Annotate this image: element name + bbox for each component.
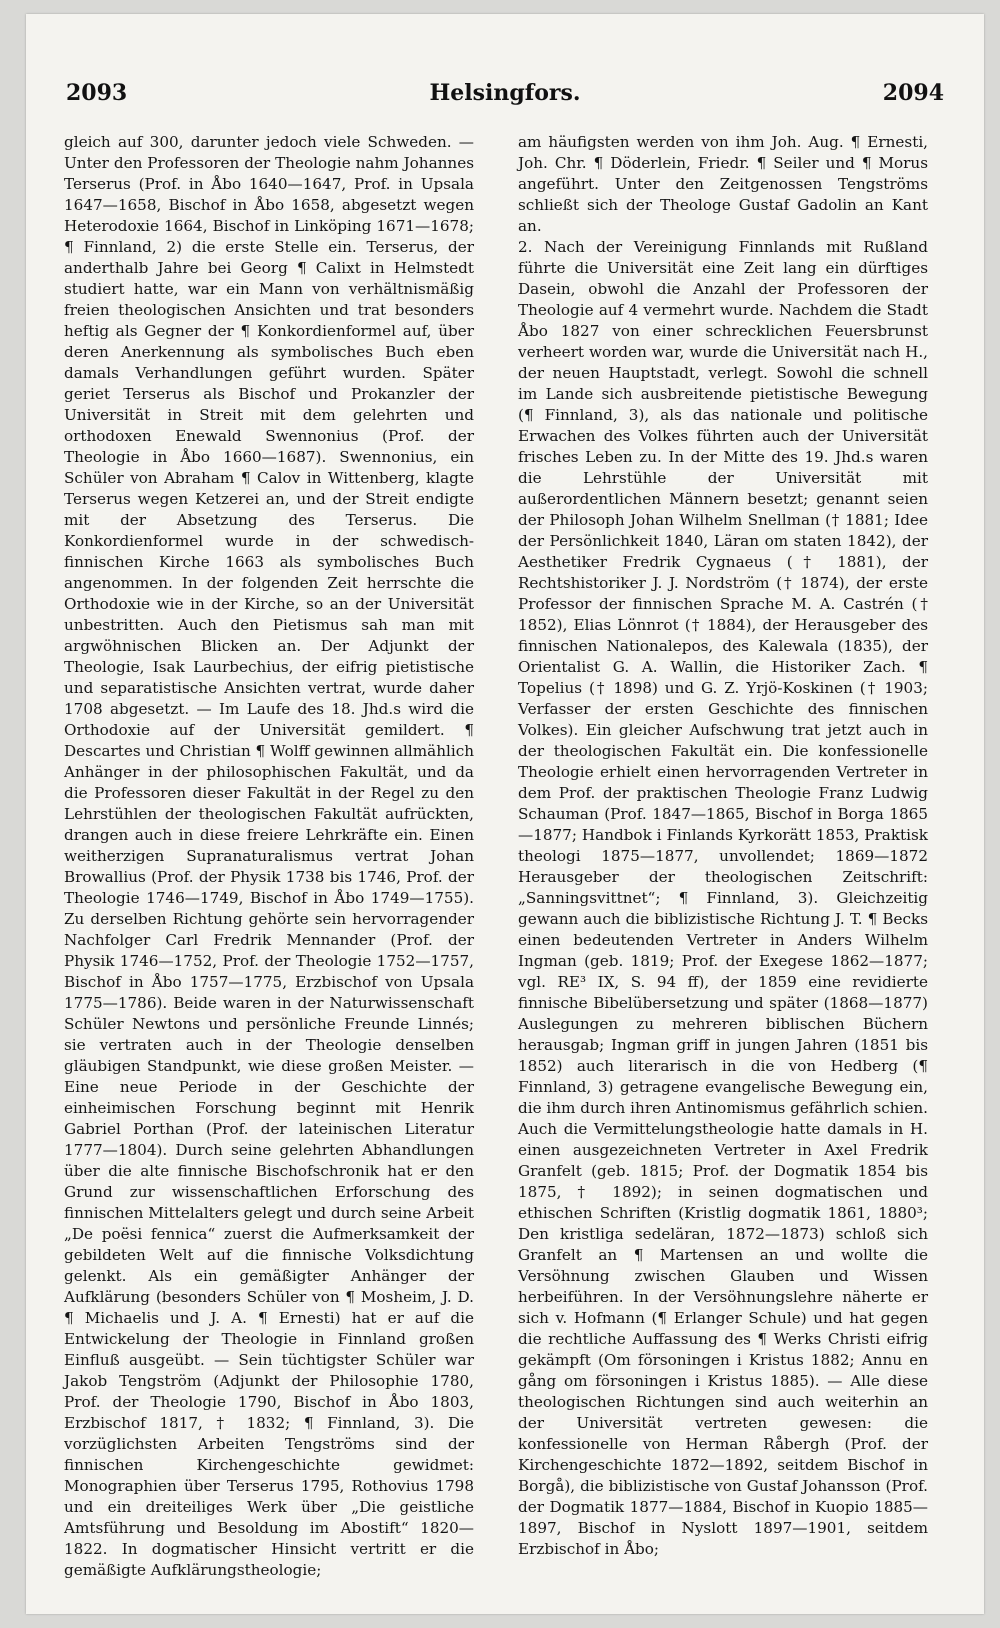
paragraph: am häufigsten werden von ihm Joh. Aug. ¶ Ernesti, Joh. Chr. ¶ Döderlein, Friedr. ¶ Seiler und ¶ Morus angeführt. Unter den Zeitgenossen Tengströms schließt sich der Theologe Gustaf Gadolin an Kant an. — [518, 133, 928, 235]
paragraph: gleich auf 300, darunter jedoch viele Schweden. — Unter den Professoren der Theologie nahm Johannes Terserus (Prof. in Åbo 1640—1647, Prof. in Upsala 1647—1658, Bischof in Åbo 1658, abgesetzt wegen Heterodoxie 1664, Bischof in Linköping 1671—1678; ¶ Finnland, 2) die erste Stelle ein. Terserus, der anderthalb Jahre bei Georg ¶ Calixt in Helmstedt studiert hatte, war ein Mann von verhältnismäßig freien theologischen Ansichten und trat besonders heftig als Gegner der ¶ Konkordienformel auf, über deren Anerkennung als symbolisches Buch eben damals Verhandlungen geführt wurden. Später geriet Terserus als Bischof und Prokanzler der Universität in Streit mit dem gelehrten und orthodoxen Enewald Swennonius (Prof. der Theologie in Åbo 1660—1687). Swennonius, ein Schüler von Abraham ¶ Calov in Wittenberg, klagte Terserus wegen Ketzerei an, und der Streit endigte mit der Absetzung des Terserus. Die Konkordienformel wurde in der schwedisch-finnischen Kirche 1663 als symbolisches Buch angenommen. In der folgenden Zeit herrschte die Orthodoxie wie in der Kirche, so an der Universität unbestritten. Auch den Pietismus sah man mit argwöhnischen Blicken an. Der Adjunkt der Theologie, Isak Laurbechius, der eifrig pietistische und separatistische Ansichten vertrat, wurde daher 1708 abgesetzt. — Im Laufe des 18. Jhd.s wird die Orthodoxie auf der Universität gemildert. ¶ Descartes und Christian ¶ Wolff gewinnen allmählich Anhänger in der philosophischen Fakultät, und da die Professoren dieser Fakultät in der Regel zu den Lehrstühlen der theologischen Fakultät aufrückten, drangen auch in diese freiere Lehrkräfte ein. Einen weitherzigen Supranaturalismus vertrat Johan Browallius (Prof. der Physik 1738 bis 1746, Prof. der Theologie 1746—1749, Bischof in Åbo 1749—1755). Zu derselben Richtung gehörte sein hervorragender Nachfolger Carl Fredrik Mennander (Prof. der Physik 1746—1752, Prof. der Theologie 1752—1757, Bischof in Åbo 1757—1775, Erzbischof von Upsala 1775—1786). Beide waren in der Naturwissenschaft Schüler Newtons und persönliche Freunde Linnés; sie vertraten auch in der Theologie denselben gläubigen Standpunkt, wie diese großen Meister. — Eine neue Periode in der Geschichte der einheimischen Forschung beginnt mit Henrik Gabriel Porthan (Prof. der lateinischen Literatur 1777—1804). Durch seine gelehrten Abhandlungen über die alte finnische Bischofschronik hat er den Grund zur wissenschaftlichen Erforschung des finnischen Mittelalters gelegt und durch seine Arbeit „De poësi fennica“ zuerst die Aufmerksamkeit der gebildeten Welt auf die finnische Volksdichtung gelenkt. Als ein gemäßigter Anhänger der Aufklärung (besonders Schüler von ¶ Mosheim, J. D. ¶ Michaelis und J. A. ¶ Ernesti) hat er auf die Entwickelung der Theologie in Finnland großen Einfluß ausgeübt. — Sein tüchtigster Schüler war Jakob Tengström (Adjunkt der Philosophie 1780, Prof. der Theologie 1790, Bischof in Åbo 1803, Erzbischof 1817, † 1832; ¶ Finnland, 3). Die vorzüglichsten Arbeiten Tengströms sind der finnischen Kirchengeschichte gewidmet: Monographien über Terserus 1795, Rothovius 1798 und ein dreiteiliges Werk über „Die geistliche Amtsführung und Besoldung im Abostift“ 1820—1822. In dogmatischer Hinsicht vertritt er die gemäßigte Aufklärungstheologie; — [64, 133, 474, 1579]
left-column — [64, 132, 474, 1581]
paragraph: 2. Nach der Vereinigung Finnlands mit Rußland führte die Universität eine Zeit lang ein dürftiges Dasein, obwohl die Anzahl der Professoren der Theologie auf 4 vermehrt wurde. Nachdem die Stadt Åbo 1827 von einer schrecklichen Feuersbrunst verheert worden war, wurde die Universität nach H., der neuen Hauptstadt, verlegt. Sowohl die schnell im Lande sich ausbreitende pietistische Bewegung (¶ Finnland, 3), als das nationale und politische Erwachen des Volkes führten auch der Universität frisches Leben zu. In der Mitte des 19. Jhd.s waren die Lehrstühle der Universität mit außerordentlichen Männern besetzt; genannt seien der Philosoph Johan Wilhelm Snellman († 1881; Idee der Persönlichkeit 1840, Läran om staten 1842), der Aesthetiker Fredrik Cygnaeus († 1881), der Rechtshistoriker J. J. Nordström († 1874), der erste Professor der finnischen Sprache M. A. Castrén († 1852), Elias Lönnrot († 1884), der Herausgeber des finnischen Nationalepos, des Kalewala (1835), der Orientalist G. A. Wallin, die Historiker Zach. ¶ Topelius († 1898) und G. Z. Yrjö-Koskinen († 1903; Verfasser der ersten Geschichte des finnischen Volkes). Ein gleicher Aufschwung trat jetzt auch in der theologischen Fakultät ein. Die konfessionelle Theologie erhielt einen hervorragenden Vertreter in dem Prof. der praktischen Theologie Franz Ludwig Schauman (Prof. 1847—1865, Bischof in Borga 1865—1877; Handbok i Finlands Kyrkorätt 1853, Praktisk theologi 1875—1877, unvollendet; 1869—1872 Herausgeber der theologischen Zeitschrift: „Sanningsvittnet“; ¶ Finnland, 3). Gleichzeitig gewann auch die biblizistische Richtung J. T. ¶ Becks einen bedeutenden Vertreter in Anders Wilhelm Ingman (geb. 1819; Prof. der Exegese 1862—1877; vgl. RE³ IX, S. 94 ff), der 1859 eine revidierte finnische Bibelübersetzung und später (1868—1877) Auslegungen zu mehreren biblischen Büchern herausgab; Ingman griff in jungen Jahren (1851 bis 1852) auch literarisch in die von Hedberg (¶ Finnland, 3) getragene evangelische Bewegung ein, die ihm durch ihren Antinomismus gefährlich schien. Auch die Vermittelungstheologie hatte damals in H. einen ausgezeichneten Vertreter in Axel Fredrik Granfelt (geb. 1815; Prof. der Dogmatik 1854 bis 1875, † 1892); in seinen dogmatischen und ethischen Schriften (Kristlig dogmatik 1861, 1880³; Den kristliga sedeläran, 1872—1873) schloß sich Granfelt an ¶ Martensen an und wollte die Versöhnung zwischen Glauben und Wissen herbeiführen. In der Versöhnungslehre näherte er sich v. Hofmann (¶ Erlanger Schule) und hat gegen die rechtliche Auffassung des ¶ Werks Christi eifrig gekämpft (Om försoningen i Kristus 1882; Annu en gång om försoningen i Kristus 1885). — Alle diese theologischen Richtungen sind auch weiterhin an der Universität vertreten gewesen: die konfessionelle von Herman Råbergh (Prof. der Kirchengeschichte 1872—1892, seitdem Bischof in Borgå), die biblizistische von Gustaf Johansson (Prof. der Dogmatik 1877—1884, Bischof in Kuopio 1885—1897, Bischof in Nyslott 1897—1901, seitdem Erzbischof in Åbo; — [518, 238, 928, 1558]
page-number-right: 2094 — [882, 80, 944, 106]
right-column — [518, 132, 928, 1560]
page-number-left: 2093 — [66, 80, 128, 106]
running-head: Helsingfors. — [429, 80, 581, 106]
page-header — [66, 80, 944, 110]
encyclopedia-page — [26, 14, 984, 1614]
